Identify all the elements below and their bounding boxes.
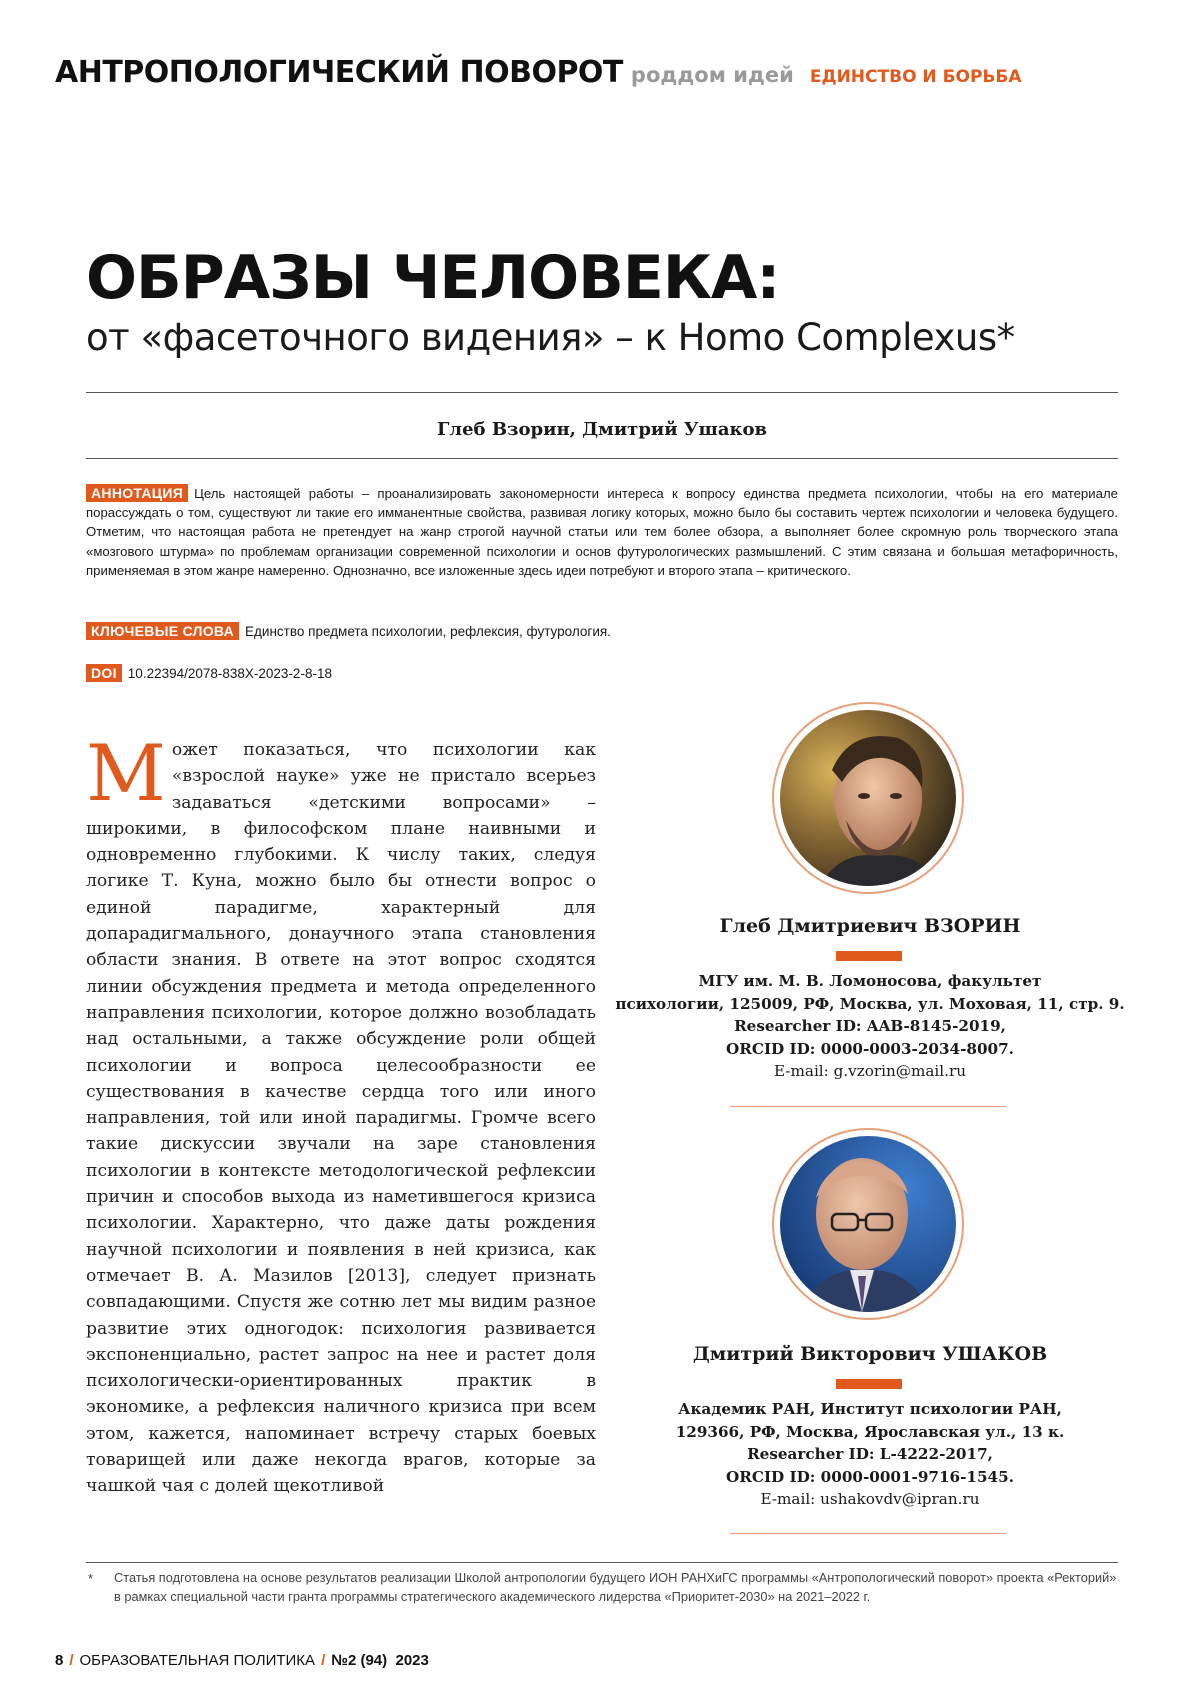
author-affiliation-line: психологии, 125009, РФ, Москва, ул. Моховая, 11, стр. 9.	[600, 993, 1140, 1016]
portrait-image	[780, 1136, 956, 1312]
author-photo-ushakov	[772, 1128, 964, 1320]
author-name-vzorin: Глеб Дмитриевич ВЗОРИН	[600, 915, 1140, 937]
article-authors: Глеб Взорин, Дмитрий Ушаков	[86, 419, 1118, 440]
footnote-divider	[86, 1562, 1118, 1563]
author-orcid: ORCID ID: 0000-0003-2034-8007.	[600, 1038, 1140, 1061]
footer-slash: /	[69, 1652, 73, 1669]
annotation-label: АННОТАЦИЯ	[86, 484, 188, 502]
page-number: 8	[55, 1652, 63, 1669]
keywords-label: КЛЮЧЕВЫЕ СЛОВА	[86, 622, 239, 640]
section-subrubric: ЕДИНСТВО И БОРЬБА	[810, 67, 1022, 87]
doi-label: DOI	[86, 664, 122, 682]
doi-link[interactable]: 10.22394/2078-838X-2023-2-8-18	[128, 666, 332, 681]
keywords	[86, 623, 611, 639]
author-researcher-id: Researcher ID: L-4222-2017,	[600, 1443, 1140, 1466]
author-email[interactable]: E-mail: g.vzorin@mail.ru	[600, 1060, 1140, 1083]
article-title: ОБРАЗЫ ЧЕЛОВЕКА:	[86, 243, 779, 313]
journal-name: ОБРАЗОВАТЕЛЬНАЯ ПОЛИТИКА	[80, 1652, 316, 1669]
author-photo-vzorin	[772, 702, 964, 894]
author-separator	[730, 1533, 1006, 1534]
author-affiliation-line: Академик РАН, Институт психологии РАН,	[600, 1398, 1140, 1421]
annotation	[86, 484, 1118, 580]
authors-divider	[86, 458, 1118, 459]
author-info-ushakov	[600, 1398, 1140, 1511]
author-affiliation-line: 129366, РФ, Москва, Ярославская ул., 13 к.	[600, 1421, 1140, 1444]
author-email[interactable]: E-mail: ushakovdv@ipran.ru	[600, 1488, 1140, 1511]
footnote-mark: *	[88, 1571, 93, 1586]
section-title: АНТРОПОЛОГИЧЕСКИЙ ПОВОРОТ	[55, 55, 623, 90]
section-rubric: роддом идей	[631, 63, 794, 87]
name-accent-bar	[836, 951, 902, 961]
annotation-text: Цель настоящей работы – проанализировать закономерности интереса к вопросу единства предмета психологии, чтобы на его материале порассуждать о том, существуют ли такие его имманентные свойства, развивая логику которых, можно было бы составить чертеж психологии и человека будущего. Отметим, что настоящая работа не претендует на жанр строгой научной статьи или тем более обзора, а выполняет более скромную роль творческого этапа «мозгового штурма» по проблемам организации современной психологии и основ футурологических размышлений. С этим связана и большая метафоричность, применяемая в этом жанре намеренно. Однозначно, все изложенные здесь идеи потребуют и второго этапа – критического.	[86, 486, 1118, 578]
author-affiliation-line: МГУ им. М. В. Ломоносова, факультет	[600, 970, 1140, 993]
keywords-text: Единство предмета психологии, рефлексия, футурология.	[245, 624, 611, 639]
author-orcid: ORCID ID: 0000-0001-9716-1545.	[600, 1466, 1140, 1489]
drop-cap: М	[86, 741, 166, 807]
author-info-vzorin	[600, 970, 1140, 1083]
footnote-text: Статья подготовлена на основе результатов реализации Школой антропологии будущего ИОН РАНХиГС программы «Антропологический поворот» проекта «Ректорий» в рамках специальной части гранта программы стратегического академического лидерства «Приоритет-2030» на 2021–2022 г.	[114, 1569, 1118, 1606]
page-footer	[55, 1652, 429, 1669]
author-researcher-id: Researcher ID: AAB-8145-2019,	[600, 1015, 1140, 1038]
name-accent-bar	[836, 1379, 902, 1389]
portrait-image	[780, 710, 956, 886]
body-paragraph: ожет показаться, что психологии как «взрослой науке» уже не пристало всерьез задаваться «детскими вопросами» – широкими, в философском плане наивными и одновременно глубокими. К числу таких, следуя логике Т. Куна, можно было бы отнести вопрос о единой парадигме, характерный для допарадигмального, донаучного этапа становления области знания. В ответе на этот вопрос сходятся линии обсуждения предмета и метода определенного направления психологии, которое должно возобладать над остальными, а также обсуждение роли общей психологии и вопроса целесообразности ее существования в качестве сердца того или иного направления, той или иной парадигмы. Громче всего такие дискуссии звучали на заре становления психологии в контексте методологической рефлексии причин и способов выхода из наметившегося кризиса психологии. Характерно, что даже даты рождения научной психологии и появления в ней кризиса, как отмечает В. А. Мазилов [2013], следует признать совпадающими. Спустя же сотню лет мы видим разное развитие этих одногодок: психология развивается экспоненциально, растет запрос на нее и растет доля психологически-ориентированных практик в экономике, а рефлексия наличного кризиса при всем этом, кажется, напоминает встречу старых боевых товарищей или даже некогда врагов, которые за чашкой чая с долей щекотливой	[86, 740, 596, 1496]
title-divider	[86, 392, 1118, 393]
section-header	[55, 55, 1022, 90]
article-subtitle: от «фасеточного видения» – к Homo Complexus*	[86, 316, 1015, 359]
article-body	[86, 737, 596, 1500]
doi	[86, 665, 332, 681]
issue-number: №2 (94)	[331, 1652, 387, 1669]
issue-year: 2023	[395, 1652, 428, 1669]
author-separator	[730, 1106, 1006, 1107]
author-name-ushakov: Дмитрий Викторович УШАКОВ	[600, 1343, 1140, 1365]
footer-slash: /	[321, 1652, 325, 1669]
